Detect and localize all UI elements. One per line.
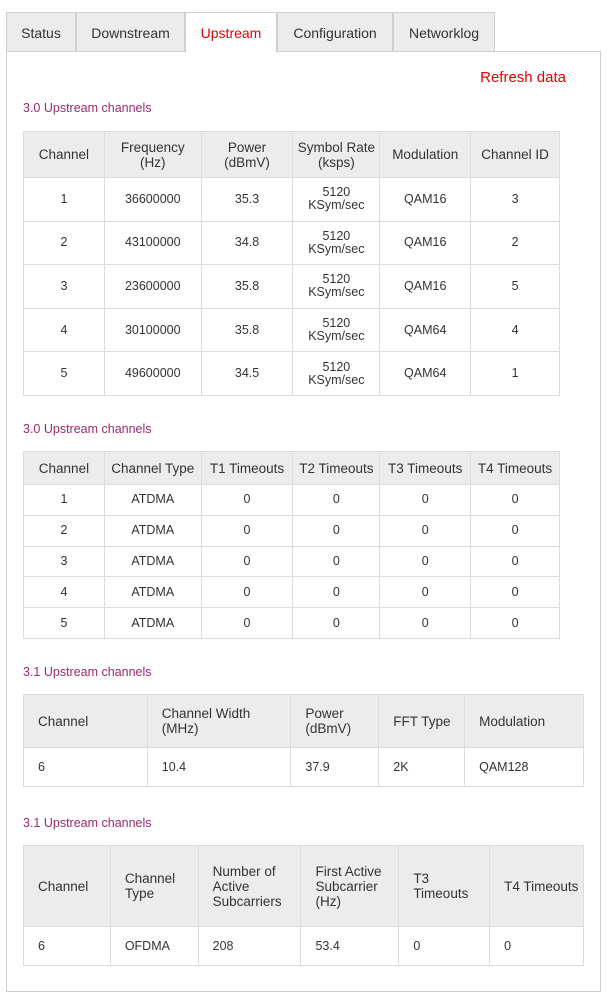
table-cell: QAM64 bbox=[380, 308, 471, 352]
table-cell: 2 bbox=[24, 515, 105, 546]
column-header: Symbol Rate (ksps) bbox=[293, 132, 380, 178]
table-cell: 0 bbox=[471, 515, 560, 546]
column-header: T2 Timeouts bbox=[293, 452, 380, 485]
table-header-row bbox=[24, 132, 560, 178]
column-header: Power (dBmV) bbox=[291, 695, 379, 748]
table-cell: 5 bbox=[24, 608, 105, 639]
upstream-panel bbox=[6, 51, 601, 992]
table-row bbox=[24, 748, 584, 787]
table-row bbox=[24, 178, 560, 222]
column-header: T3 Timeouts bbox=[380, 452, 471, 485]
table-cell: 36600000 bbox=[104, 178, 201, 222]
table-cell: QAM64 bbox=[380, 352, 471, 396]
table-cell: 10.4 bbox=[147, 748, 291, 787]
upstream-31-table-1 bbox=[23, 694, 584, 787]
table-cell: 3 bbox=[24, 546, 105, 577]
table-cell: 0 bbox=[201, 577, 293, 608]
table-cell: 23600000 bbox=[104, 265, 201, 309]
table-header-row bbox=[24, 846, 584, 927]
table-cell: ATDMA bbox=[104, 608, 201, 639]
table-cell: 2 bbox=[24, 221, 105, 265]
column-header: T3 Timeouts bbox=[399, 846, 490, 927]
tab-downstream[interactable]: Downstream bbox=[76, 12, 185, 52]
table-cell: 35.3 bbox=[201, 178, 293, 222]
section-title-table2: 3.0 Upstream channels bbox=[23, 422, 152, 436]
column-header: First Active Subcarrier (Hz) bbox=[301, 846, 399, 927]
table-cell: 5120 KSym/sec bbox=[293, 308, 380, 352]
table-cell: 0 bbox=[380, 608, 471, 639]
table-cell: 1 bbox=[24, 178, 105, 222]
table-cell: 0 bbox=[201, 515, 293, 546]
table-cell: QAM16 bbox=[380, 221, 471, 265]
table-cell: 5 bbox=[24, 352, 105, 396]
upstream-30-table-2 bbox=[23, 451, 560, 639]
column-header: T1 Timeouts bbox=[201, 452, 293, 485]
table-cell: 0 bbox=[293, 515, 380, 546]
column-header: T4 Timeouts bbox=[490, 846, 584, 927]
table-cell: 0 bbox=[471, 577, 560, 608]
column-header: T4 Timeouts bbox=[471, 452, 560, 485]
table-cell: 5120 KSym/sec bbox=[293, 178, 380, 222]
table-cell: 6 bbox=[24, 927, 111, 966]
table-cell: 0 bbox=[293, 577, 380, 608]
table-cell: 5 bbox=[471, 265, 560, 309]
column-header: Modulation bbox=[465, 695, 584, 748]
table-cell: 208 bbox=[198, 927, 301, 966]
table-cell: ATDMA bbox=[104, 577, 201, 608]
tab-status[interactable]: Status bbox=[6, 12, 76, 52]
table-cell: 3 bbox=[24, 265, 105, 309]
table-cell: 5120 KSym/sec bbox=[293, 352, 380, 396]
column-header: Channel bbox=[24, 452, 105, 485]
tab-upstream[interactable]: Upstream bbox=[185, 12, 277, 53]
table-cell: 0 bbox=[293, 546, 380, 577]
table-row bbox=[24, 485, 560, 516]
table-row bbox=[24, 577, 560, 608]
table-cell: 0 bbox=[490, 927, 584, 966]
column-header: Channel Type bbox=[110, 846, 198, 927]
table-cell: ATDMA bbox=[104, 485, 201, 516]
table-cell: 0 bbox=[380, 515, 471, 546]
table-cell: 6 bbox=[24, 748, 148, 787]
table-header-row bbox=[24, 452, 560, 485]
column-header: Frequency (Hz) bbox=[104, 132, 201, 178]
table-cell: 5120 KSym/sec bbox=[293, 221, 380, 265]
table-cell: 37.9 bbox=[291, 748, 379, 787]
column-header: Channel bbox=[24, 846, 111, 927]
tab-networklog[interactable]: Networklog bbox=[393, 12, 495, 52]
table-cell: 35.8 bbox=[201, 308, 293, 352]
column-header: Power (dBmV) bbox=[201, 132, 293, 178]
table-cell: 0 bbox=[201, 485, 293, 516]
table-cell: 34.8 bbox=[201, 221, 293, 265]
table-cell: ATDMA bbox=[104, 515, 201, 546]
table-cell: ATDMA bbox=[104, 546, 201, 577]
table-cell: 0 bbox=[471, 546, 560, 577]
table-row bbox=[24, 265, 560, 309]
table-cell: QAM16 bbox=[380, 265, 471, 309]
table-cell: 0 bbox=[471, 608, 560, 639]
table-cell: 0 bbox=[201, 608, 293, 639]
table-cell: 0 bbox=[380, 546, 471, 577]
table-row bbox=[24, 221, 560, 265]
table-cell: 1 bbox=[24, 485, 105, 516]
column-header: Channel bbox=[24, 695, 148, 748]
table-cell: 0 bbox=[399, 927, 490, 966]
table-row bbox=[24, 308, 560, 352]
table-cell: 2 bbox=[471, 221, 560, 265]
table-cell: 34.5 bbox=[201, 352, 293, 396]
table-row bbox=[24, 352, 560, 396]
table-cell: QAM128 bbox=[465, 748, 584, 787]
table-cell: 53.4 bbox=[301, 927, 399, 966]
table-row bbox=[24, 515, 560, 546]
column-header: Channel ID bbox=[471, 132, 560, 178]
table-cell: 5120 KSym/sec bbox=[293, 265, 380, 309]
table-cell: OFDMA bbox=[110, 927, 198, 966]
table-cell: 4 bbox=[24, 577, 105, 608]
table-cell: QAM16 bbox=[380, 178, 471, 222]
column-header: Number of Active Subcarriers bbox=[198, 846, 301, 927]
table-cell: 43100000 bbox=[104, 221, 201, 265]
table-row bbox=[24, 546, 560, 577]
table-cell: 1 bbox=[471, 352, 560, 396]
column-header: Channel Width (MHz) bbox=[147, 695, 291, 748]
table-cell: 30100000 bbox=[104, 308, 201, 352]
column-header: FFT Type bbox=[379, 695, 465, 748]
section-title-table4: 3.1 Upstream channels bbox=[23, 816, 152, 830]
table-cell: 4 bbox=[471, 308, 560, 352]
table-cell: 0 bbox=[201, 546, 293, 577]
table-cell: 49600000 bbox=[104, 352, 201, 396]
refresh-data-link[interactable]: Refresh data bbox=[480, 69, 566, 86]
table-cell: 0 bbox=[380, 485, 471, 516]
column-header: Channel Type bbox=[104, 452, 201, 485]
column-header: Channel bbox=[24, 132, 105, 178]
table-cell: 0 bbox=[293, 485, 380, 516]
table-cell: 0 bbox=[293, 608, 380, 639]
table-cell: 0 bbox=[380, 577, 471, 608]
table-cell: 2K bbox=[379, 748, 465, 787]
table-cell: 0 bbox=[471, 485, 560, 516]
table-row bbox=[24, 927, 584, 966]
upstream-31-table-2 bbox=[23, 845, 584, 966]
tab-configuration[interactable]: Configuration bbox=[277, 12, 393, 52]
table-cell: 3 bbox=[471, 178, 560, 222]
upstream-30-table-1 bbox=[23, 131, 560, 396]
table-cell: 4 bbox=[24, 308, 105, 352]
table-cell: 35.8 bbox=[201, 265, 293, 309]
table-row bbox=[24, 608, 560, 639]
section-title-table1: 3.0 Upstream channels bbox=[23, 101, 152, 115]
column-header: Modulation bbox=[380, 132, 471, 178]
table-header-row bbox=[24, 695, 584, 748]
section-title-table3: 3.1 Upstream channels bbox=[23, 665, 152, 679]
